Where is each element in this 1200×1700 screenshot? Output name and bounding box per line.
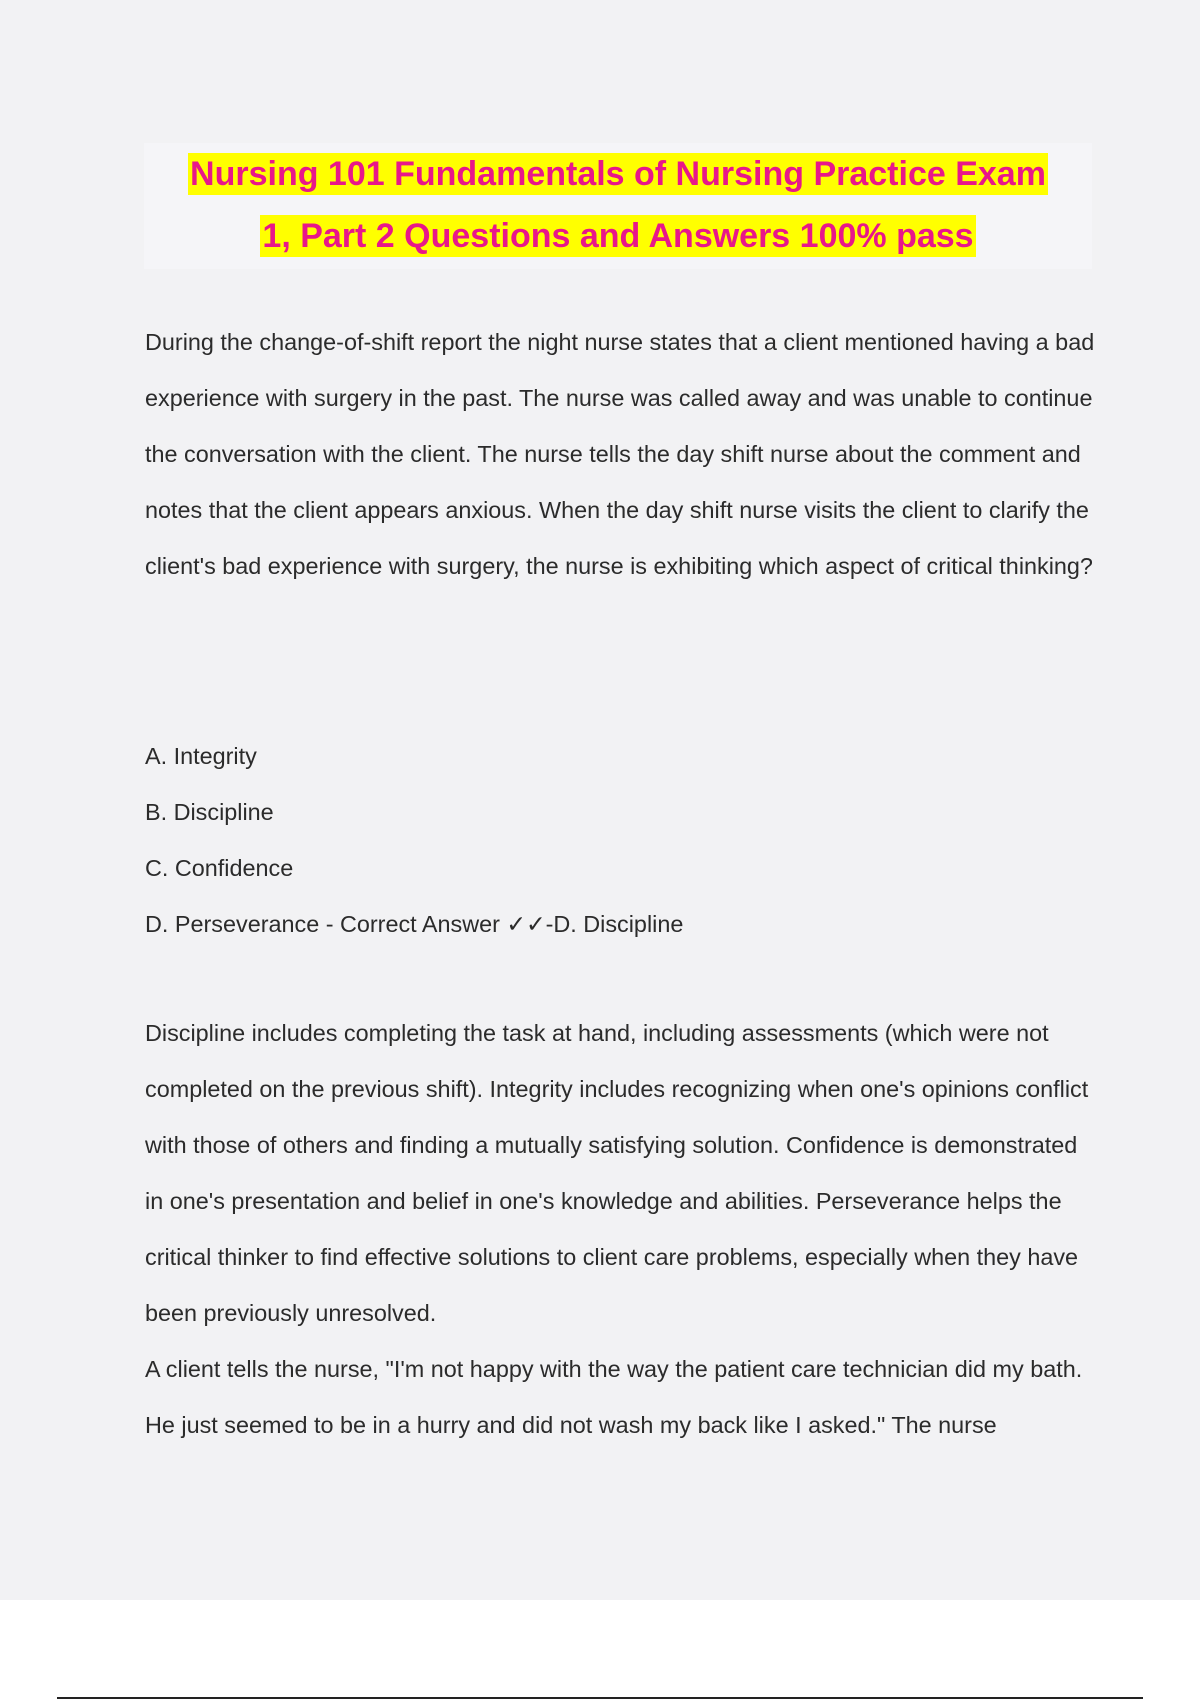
- option-b: B. Discipline: [145, 799, 274, 825]
- answer-explanation: Discipline includes completing the task at hand, including assessments (which were not completed on the previous shift). Integrity includes recognizing when one's opinions conflict with those of others and finding a mutually satisfying solution. Confidence is demonstrated in one's presentation and belief in one's knowledge and abilities. Perseverance helps the critical thinker to find effective solutions to client care problems, especially when they have been previously unresolved.: [145, 1020, 1089, 1326]
- option-a: A. Integrity: [145, 743, 257, 769]
- footer-divider: [57, 1697, 1143, 1699]
- title-line-1: Nursing 101 Fundamentals of Nursing Practice Exam: [190, 155, 1046, 193]
- option-d-with-answer: D. Perseverance - Correct Answer ✓✓-D. Discipline: [145, 911, 684, 937]
- title-line-2: 1, Part 2 Questions and Answers 100% pass: [262, 217, 974, 255]
- title-box: [144, 143, 1092, 269]
- explanation-block: [145, 1005, 1095, 1453]
- document-title: [144, 143, 1092, 267]
- answer-options: [145, 728, 1095, 952]
- question-text: During the change-of-shift report the night nurse states that a client mentioned having a bad experience with surgery in the past. The nurse was called away and was unable to continue the conversation with the client. The nurse tells the day shift nurse about the comment and notes that the client appears anxious. When the day shift nurse visits the client to clarify the client's bad experience with surgery, the nurse is exhibiting which aspect of critical thinking?: [145, 329, 1095, 579]
- next-question-text: A client tells the nurse, "I'm not happy with the way the patient care technician did my bath. He just seemed to be in a hurry and did not wash my back like I asked." The nurse: [145, 1356, 1083, 1438]
- option-c: C. Confidence: [145, 855, 294, 881]
